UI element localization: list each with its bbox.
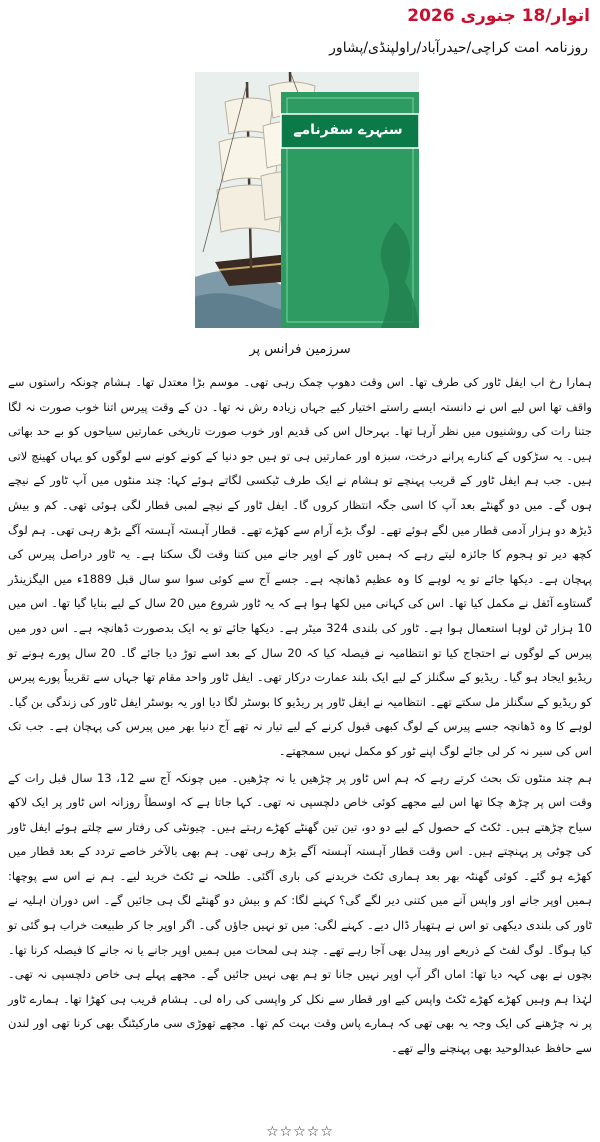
article-body: [8, 370, 592, 1063]
sailing-ship-image: [195, 72, 419, 328]
article-paragraph: ہمارا رخ اب ایفل ٹاور کی طرف تھا۔ اس وقت دھوپ چمک رہی تھی۔ موسم بڑا معتدل تھا۔ ہشام چونکہ راستوں سے واقف تھا اس لیے اس نے دانستہ ایسے راستے اختیار کیے جہاں زیادہ رش نہ تھا۔ دن کے وقت پیرس اتنا خوب صورت نہ لگا جتنا رات کی روشنیوں میں نظر آرہا تھا۔ بہرحال اس کی قدیم اور خوب صورت تاریخی عمارتیں سیاحوں کو بے حد بھاتی ہیں۔ یہ سڑکوں کے کنارے پرانے درخت، سبزہ اور عمارتیں ہی تو ہیں جو دنیا کے کونے کونے سے لوگوں کو یہاں کھینچ لاتی ہیں۔ جب ہم ایفل ٹاور کے قریب پہنچے تو ہشام نے ایک طرف ٹیکسی لگاتے ہوئے کہا: چند منٹوں میں آپ ٹاور کے نیچے ہوں گے۔ میں دو گھنٹے بعد آپ کا اسی جگہ انتظار کروں گا۔ ایفل ٹاور کے نیچے لمبی قطار لگی ہوئی تھی۔ کم و بیش ڈیڑھ دو ہزار آدمی قطار میں لگے ہوئے تھے۔ لوگ بڑے آرام سے کھڑے تھے۔ قطار آہستہ آہستہ آگے بڑھ رہی تھی۔ ہم لوگ کچھ دیر تو ہجوم کا جائزہ لیتے رہے کہ ہمیں ٹاور کے اوپر جانے میں کتنا وقت لگ سکتا ہے۔ یہ ٹاور دراصل پیرس کی پہچان ہے۔ دیکھا جائے تو یہ لوہے کا وہ عظیم ڈھانچہ ہے۔ جسے آج سے کوئی سوا سو سال قبل 1889ء میں الیگزینڈر گستاوے آئفل نے مکمل کیا تھا۔ اس کی کہانی میں لکھا ہوا ہے کہ یہ ٹاور شروع میں 20 سال کے لیے بنایا گیا تھا۔ اس میں 10 ہزار ٹن لوہا استعمال ہوا ہے۔ ٹاور کی بلندی 324 میٹر ہے۔ دیکھا جائے تو یہ ایک بدصورت ڈھانچہ ہے۔ اس دور میں پیرس کے لوگوں نے احتجاج کیا تو انتظامیہ نے فیصلہ کیا کہ 20 سال کے بعد اسے توڑ دیا جائے گا۔ 20 سال پورے ہونے تو ریڈیو ایجاد ہو گیا۔ ریڈیو کے سگنلز کے لیے ایک بلند عمارت درکار تھی۔ ایفل ٹاور واحد مقام تھا جہاں سے تقریباً پورے پیرس کو ریڈیو کے سگنلز مل سکتے تھے۔ انتظامیہ نے ایفل ٹاور پر ریڈیو کا بوسٹر لگا دیا اور یہ بوسٹر ایفل ٹاور کی زندگی بن گیا۔ لوہے کا وہ ڈھانچہ جسے پیرس کے لوگ کبھی قبول کرنے کے لیے تیار نہ تھے آج دنیا بھر میں پیرس کی پہچان ہے۔ جب تک اس کی سیر نہ کر لی جائے لوگ اپنے ٹور کو مکمل نہیں سمجھتے۔: [8, 375, 593, 758]
edition-date: اتوار/18 جنوری 2026: [407, 6, 590, 26]
book-cover-illustration: [195, 72, 419, 328]
section-separator: ☆☆☆☆☆: [266, 1124, 334, 1140]
article-paragraph: ہم چند منٹوں تک بحث کرتے رہے کہ ہم اس ٹاور پر چڑھیں یا نہ چڑھیں۔ میں چونکہ آج سے 12، 13 سال قبل رات کے وقت اس پر چڑھ چکا تھا اس لیے مجھے کوئی خاص دلچسپی نہ تھی۔ کہا جاتا ہے کہ اوسطاً روزانہ اس ٹاور پر ایک لاکھ سیاح چڑھتے ہیں۔ ٹکٹ کے حصول کے لیے دو دو، تین تین گھنٹے کھڑے رہتے ہیں۔ چیونٹی کی رفتار سے چلتے ہوئے ایفل ٹاور کی چوٹی پر پہنچتے ہیں۔ اس وقت قطار آہستہ آہستہ آگے بڑھ رہی تھی۔ ہم بھی بالآخر خاصے تردد کے بعد قطار میں کھڑے ہو گئے۔ کوئی گھنٹہ بھر بعد ہماری ٹکٹ خریدنے کی باری آگئی۔ طلحہ نے ٹکٹ خرید لیے۔ ہم نے اس سے پوچھا: ہمیں اوپر جانے اور واپس آنے میں کتنی دیر لگے گی؟ کہنے لگا: کم و بیش دو گھنٹے لگ ہی جائیں گے۔ اس دوران اہلیہ نے ٹاور کی بلندی دیکھی تو اس نے ہتھیار ڈال دیے۔ کہنے لگی: میں تو نہیں جاؤں گی۔ اگر اوپر جا کر طبیعت خراب ہو گئی تو کیا ہوگا۔ لوگ لفٹ کے ذریعے اور پیدل بھی آجا رہے تھے۔ چند ہی لمحات میں ہمیں اوپر جانے یا نہ جانے کا فیصلہ کرنا تھا۔ بچوں نے بھی کہہ دیا تھا: اماں اگر آپ اوپر نہیں جانا تو ہم بھی نہیں جائیں گے۔ مجھے پہلے ہی خاص دلچسپی نہ تھی۔ لہٰذا ہم وہیں کھڑے کھڑے ٹکٹ واپس کیے اور قطار سے نکل کر واپسی کی راہ لی۔ ہشام قریب ہی کھڑا تھا۔ ہمارے ٹاور پر نہ چڑھنے کی ایک وجہ یہ بھی تھی کہ ہمارے پاس وقت بہت کم تھا۔ مجھے تھوڑی سی مارکیٹنگ بھی کرنا تھی اور لندن سے حافظ عبدالوحید بھی پہنچنے والے تھے۔: [8, 770, 592, 1056]
newspaper-source: روزنامہ امت کراچی/حیدرآباد/راولپنڈی/پشاور: [329, 40, 588, 56]
book-title: سنہرے سفرنامے: [293, 122, 403, 138]
article-heading: سرزمین فرانس پر: [249, 342, 351, 357]
